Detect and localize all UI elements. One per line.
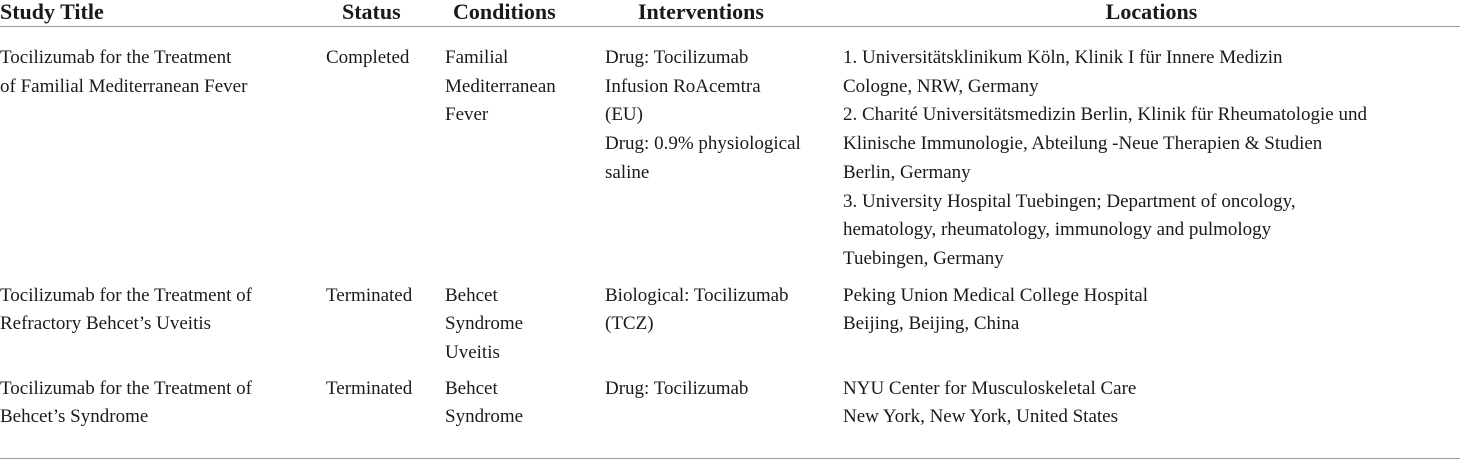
status-text: Completed — [326, 47, 410, 68]
cell-locations — [843, 375, 1460, 459]
location-line: Cologne, NRW, Germany — [843, 75, 1039, 97]
table-row — [0, 282, 1460, 375]
status-text: Terminated — [326, 284, 413, 306]
location-line: 1. Universitätsklinikum Köln, Klinik I für Innere Medizin — [843, 47, 1283, 68]
intervention-line: (EU) — [605, 104, 643, 126]
title-line: Tocilizumab for the Treatment — [0, 47, 232, 68]
table-row — [0, 27, 1460, 282]
cell-conditions — [445, 27, 605, 282]
location-line: Klinische Immunologie, Abteilung -Neue Therapien & Studien — [843, 133, 1323, 155]
header-conditions: Conditions — [453, 0, 556, 24]
cell-study-title — [0, 282, 326, 375]
intervention-line: Infusion RoAcemtra — [605, 75, 761, 97]
condition-line: Syndrome — [445, 406, 524, 428]
location-line: Tuebingen, Germany — [843, 247, 1004, 269]
header-interventions: Interventions — [638, 0, 764, 24]
cell-study-title — [0, 27, 326, 282]
intervention-line: Biological: Tocilizumab — [605, 284, 789, 306]
intervention-line: Drug: Tocilizumab — [605, 47, 749, 68]
cell-status — [326, 27, 445, 282]
condition-line: Fever — [445, 104, 489, 126]
header-study-title: Study Title — [0, 0, 104, 24]
condition-line: Syndrome — [445, 313, 524, 335]
condition-line: Mediterranean — [445, 75, 556, 97]
header-status: Status — [342, 0, 401, 24]
header-locations: Locations — [1105, 0, 1198, 24]
table-row — [0, 375, 1460, 459]
location-line: New York, New York, United States — [843, 406, 1118, 428]
intervention-line: saline — [605, 161, 650, 183]
condition-line: Behcet — [445, 284, 498, 306]
location-line: hematology, rheumatology, immunology and pulmology — [843, 219, 1272, 241]
title-line: of Familial Mediterranean Fever — [0, 75, 248, 97]
condition-line: Behcet — [445, 377, 498, 399]
location-line: Berlin, Germany — [843, 161, 971, 183]
title-line: Tocilizumab for the Treatment of — [0, 284, 252, 306]
location-line: 3. University Hospital Tuebingen; Department of oncology, — [843, 190, 1296, 212]
cell-interventions — [605, 375, 843, 459]
title-line: Tocilizumab for the Treatment of — [0, 377, 252, 399]
cell-study-title — [0, 375, 326, 459]
condition-line: Uveitis — [445, 342, 500, 364]
cell-locations — [843, 27, 1460, 282]
cell-status — [326, 375, 445, 459]
cell-interventions — [605, 282, 843, 375]
intervention-line: Drug: Tocilizumab — [605, 377, 749, 399]
header-row — [0, 0, 1460, 27]
cell-conditions — [445, 375, 605, 459]
title-line: Refractory Behcet’s Uveitis — [0, 313, 212, 335]
cell-locations — [843, 282, 1460, 375]
status-text: Terminated — [326, 377, 413, 399]
intervention-line: (TCZ) — [605, 313, 654, 335]
location-line: 2. Charité Universitätsmedizin Berlin, Klinik für Rheumatologie und — [843, 104, 1367, 126]
intervention-line: Drug: 0.9% physiological — [605, 133, 801, 155]
location-line: Peking Union Medical College Hospital — [843, 284, 1149, 306]
location-line: NYU Center for Musculoskeletal Care — [843, 377, 1137, 399]
location-line: Beijing, Beijing, China — [843, 313, 1020, 335]
cell-status — [326, 282, 445, 375]
title-line: Behcet’s Syndrome — [0, 406, 149, 428]
condition-line: Familial — [445, 47, 509, 68]
cell-interventions — [605, 27, 843, 282]
cell-conditions — [445, 282, 605, 375]
